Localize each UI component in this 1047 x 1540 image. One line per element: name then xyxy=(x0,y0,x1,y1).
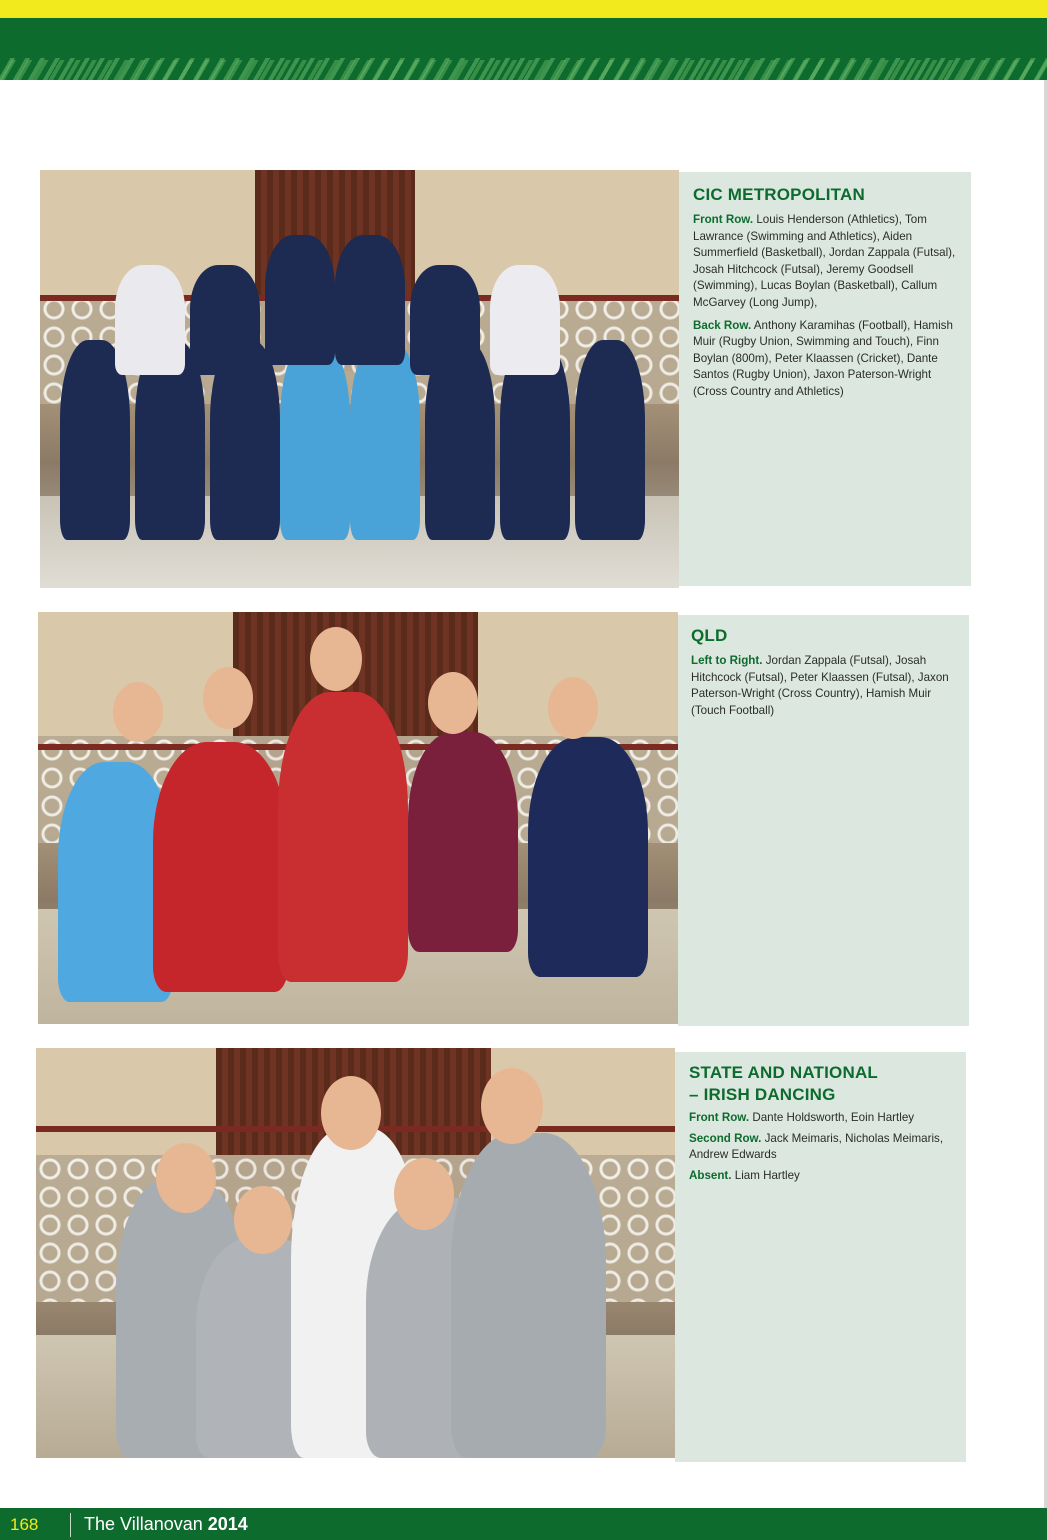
header-green-band xyxy=(0,18,1047,80)
publication-title: The Villanovan 2014 xyxy=(84,1514,248,1534)
caption-row: Left to Right. Jordan Zappala (Futsal), Josah Hitchcock (Futsal), Peter Klaassen (Futsal), Jaxon Paterson-Wright (Cross Country), Hamish Muir (Touch Football) xyxy=(691,654,949,717)
caption-panel-irish-dancing xyxy=(675,1052,966,1462)
caption-row: Front Row. Louis Henderson (Athletics), Tom Lawrance (Swimming and Athletics), Aiden Summerfield (Basketball), Jordan Zappala (Futsal), Josah Hitchcock (Futsal), Jeremy Goodsell (Swimming), Lucas Boylan (Basketball), Callum McGarvey (Long Jump), xyxy=(693,213,956,309)
team-photo-cic-metropolitan xyxy=(40,170,679,588)
caption-row: Back Row. Anthony Karamihas (Football), Hamish Muir (Rugby Union, Swimming and Touch), Finn Boylan (800m), Peter Klaassen (Cricket), Dante Santos (Rugby Union), Jaxon Paterson-Wright (Cross Country and Athletics) xyxy=(693,318,953,398)
section-title: STATE AND NATIONAL – IRISH DANCING xyxy=(689,1063,879,1104)
caption-row: Second Row. Jack Meimaris, Nicholas Meimaris, Andrew Edwards xyxy=(689,1131,944,1162)
caption-panel-cic-metropolitan xyxy=(679,172,971,586)
caption-panel-qld xyxy=(678,615,969,1026)
section-title: CIC METROPOLITAN xyxy=(693,185,865,204)
footer-divider xyxy=(70,1513,71,1537)
page-number: 168 xyxy=(10,1515,39,1534)
caption-row: Front Row. Dante Holdsworth, Eoin Hartley xyxy=(689,1111,915,1124)
caption-row: Absent. Liam Hartley xyxy=(689,1168,800,1182)
header-yellow-stripe xyxy=(0,0,1047,18)
section-title: QLD xyxy=(691,626,728,645)
team-photo-qld xyxy=(38,612,678,1024)
team-photo-irish-dancing xyxy=(36,1048,675,1458)
